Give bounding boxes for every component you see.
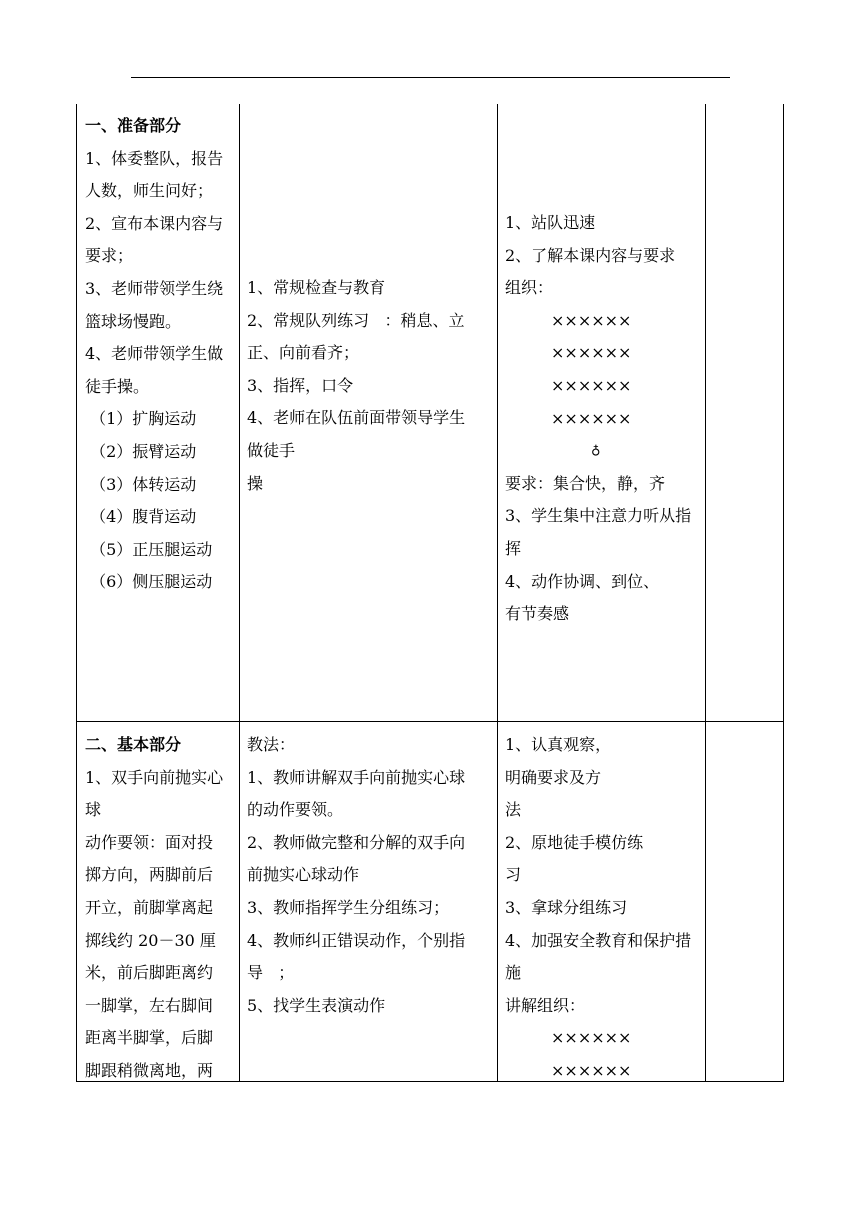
- teaching-method: 的动作要领。: [247, 800, 344, 820]
- student-activity: 讲解组织：: [505, 995, 586, 1015]
- formation-row: ××××××: [551, 343, 632, 363]
- formation-row: ××××××: [551, 375, 632, 395]
- section2-item: 掷线约 20－30 厘: [85, 930, 216, 950]
- section2-heading: 二、基本部分: [85, 735, 182, 754]
- exercise-item: （5）正压腿运动: [85, 539, 213, 559]
- section2-content-cell: [85, 729, 237, 1088]
- teaching-method: 3、教师指挥学生分组练习；: [247, 897, 450, 917]
- table-border-right: [783, 104, 784, 1082]
- section1-content-cell: [85, 110, 237, 599]
- section1-student-cell: [505, 207, 703, 631]
- formation-diagram: [505, 305, 703, 435]
- table-divider-3: [705, 104, 706, 1082]
- teaching-method: 5、找学生表演动作: [247, 995, 386, 1015]
- table-divider-2: [497, 104, 498, 1082]
- section1-item: 2、宣布本课内容与: [85, 213, 224, 233]
- section2-item: 开立，前脚掌离起: [85, 897, 214, 917]
- teacher-activity: 3、指挥，口令: [247, 375, 354, 395]
- teaching-method: 前抛实心球动作: [247, 865, 360, 885]
- section2-student-cell: [505, 729, 703, 1088]
- student-activity: 3、学生集中注意力听从指: [505, 506, 692, 526]
- teacher-activity: 做徒手: [247, 440, 296, 460]
- teacher-activity: 1、常规检查与教育: [247, 278, 386, 297]
- teaching-method: 1、教师讲解双手向前抛实心球: [247, 767, 466, 787]
- section2-item: 一脚掌，左右脚间: [85, 995, 214, 1015]
- section1-item: 篮球场慢跑。: [85, 311, 182, 331]
- section2-teacher-cell: [247, 729, 495, 1022]
- section1-item: 3、老师带领学生绕: [85, 278, 224, 298]
- teacher-activity: 正、向前看齐；: [247, 343, 360, 363]
- formation-row: ××××××: [551, 310, 632, 330]
- section1-item: 4、老师带领学生做: [85, 344, 224, 364]
- student-activity: 明确要求及方: [505, 767, 602, 787]
- section1-teacher-cell: [247, 272, 495, 500]
- student-activity: 有节奏感: [505, 604, 570, 624]
- section1-item: 要求；: [85, 246, 134, 266]
- exercise-item: （1）扩胸运动: [85, 409, 197, 429]
- section1-item: 徒手操。: [85, 376, 150, 396]
- student-activity: 要求：集合快，静，齐: [505, 473, 666, 493]
- student-activity: 1、认真观察，: [505, 735, 612, 754]
- teaching-method: 导 ；: [247, 963, 295, 983]
- exercise-item: （6）侧压腿运动: [85, 572, 213, 592]
- header-rule: [131, 77, 730, 78]
- student-activity: 4、加强安全教育和保护措: [505, 930, 692, 950]
- section-divider: [76, 721, 784, 722]
- teacher-activity: 操: [247, 473, 264, 493]
- table-divider-1: [239, 104, 240, 1082]
- exercise-item: （4）腹背运动: [85, 507, 197, 527]
- teacher-activity: 2、常规队列练习 ：稍息、立: [247, 310, 465, 330]
- teaching-method: 4、教师纠正错误动作，个别指: [247, 930, 466, 950]
- student-activity: 挥: [505, 538, 522, 558]
- section1-heading: 一、准备部分: [85, 116, 182, 135]
- student-activity: 习: [505, 865, 522, 885]
- formation-row: ××××××: [551, 1060, 632, 1080]
- section2-item: 1、双手向前抛实心: [85, 767, 224, 787]
- formation-row: ××××××: [551, 408, 632, 428]
- student-activity: 3、拿球分组练习: [505, 897, 628, 917]
- teaching-method: 教法：: [247, 735, 296, 754]
- exercise-item: （2）振臂运动: [85, 441, 197, 461]
- student-activity: 4、动作协调、到位、: [505, 571, 660, 591]
- section2-item: 脚跟稍微离地，两: [85, 1060, 214, 1080]
- student-activity: 施: [505, 963, 522, 983]
- student-activity: 2、原地徒手模仿练: [505, 832, 644, 852]
- section2-item: 掷方向，两脚前后: [85, 865, 214, 885]
- exercise-item: （3）体转运动: [85, 474, 197, 494]
- section2-item: 球: [85, 800, 102, 820]
- formation-diagram: [505, 1022, 703, 1087]
- section2-item: 动作要领：面对投: [85, 832, 214, 852]
- teacher-activity: 4、老师在队伍前面带领导学生: [247, 408, 466, 428]
- teacher-position-icon: ♁: [591, 443, 601, 459]
- teaching-method: 2、教师做完整和分解的双手向: [247, 832, 466, 852]
- section1-item: 人数，师生问好；: [85, 181, 214, 201]
- section1-item: 1、体委整队，报告: [85, 148, 224, 168]
- student-activity: 2、了解本课内容与要求: [505, 245, 676, 265]
- section2-item: 米，前后脚距离约: [85, 963, 214, 983]
- formation-row: ××××××: [551, 1028, 632, 1048]
- student-activity: 法: [505, 800, 522, 820]
- student-activity: 1、站队迅速: [505, 213, 596, 232]
- table-border-left: [76, 104, 77, 1082]
- student-activity: 组织：: [505, 278, 554, 298]
- section2-item: 距离半脚掌，后脚: [85, 1028, 214, 1048]
